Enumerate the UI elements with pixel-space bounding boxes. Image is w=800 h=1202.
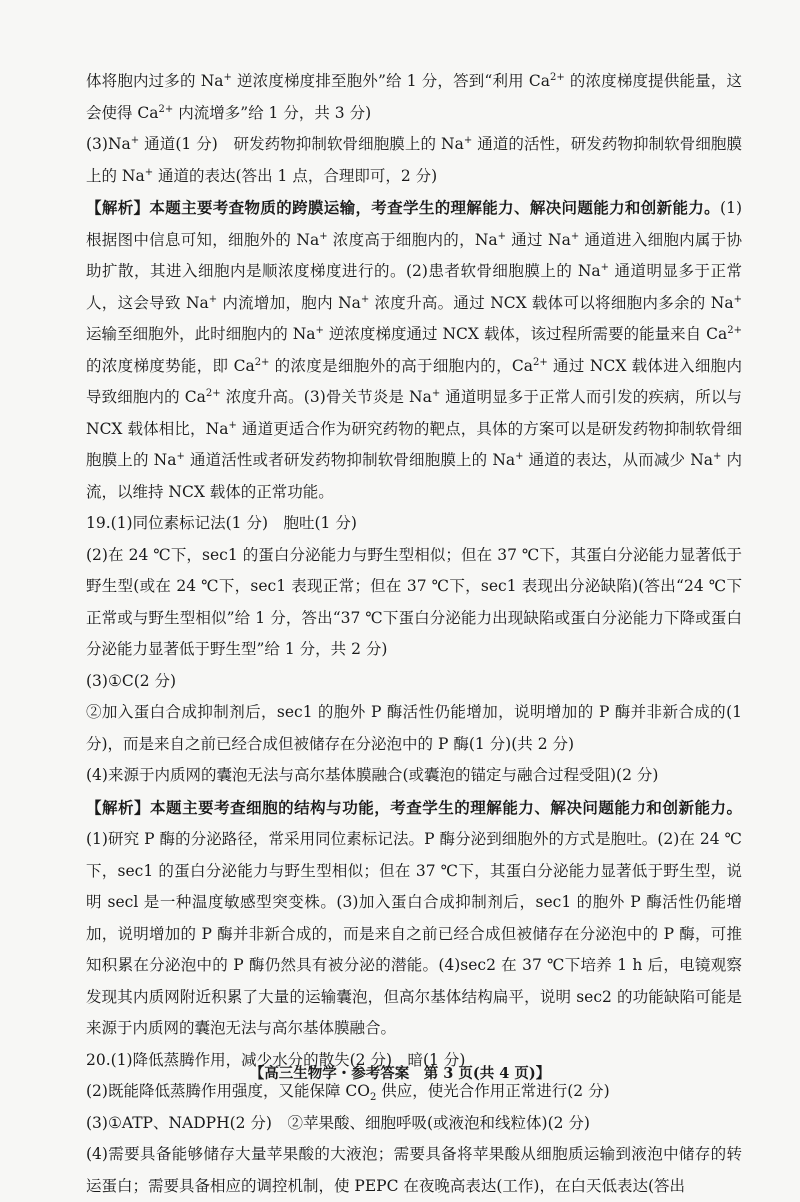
answer-text — [86, 66, 742, 1202]
answer-paragraph: (2)既能降低蒸腾作用强度，又能保障 $CO_2$ 供应，使光合作用正常进行(2 分) — [86, 1082, 610, 1104]
answer-paragraph: (4)需要具备能够储存大量苹果酸的大液泡；需要具备将苹果酸从细胞质运输到液泡中储存的转运蛋白；需要具备相应的调控机制，使 PEPC 在夜晚高表达(工作)，在白天低表达(答出 — [86, 1145, 742, 1195]
answer-paragraph: ②加入蛋白合成抑制剂后，sec1 的胞外 P 酶活性仍能增加，说明增加的 P 酶并非新合成的(1 分)，而是来自之前已经合成但被储存在分泌泡中的 P 酶(1 分)(共 2 分) — [86, 703, 742, 753]
answer-paragraph: 19.(1)同位素标记法(1 分) 胞吐(1 分) — [86, 514, 357, 532]
answer-paragraph: (3)Na+ 通道(1 分) 研发药物抑制软骨细胞膜上的 Na+ 通道的活性，研发药物抑制软骨细胞膜上的 Na+ 通道的表达(答出 1 点，合理即可，2 分) — [86, 134, 742, 185]
answer-paragraph: (3)①C(2 分) — [86, 671, 177, 690]
page-footer: 【高三生物学・参考答案 第 3 页(共 4 页)】 — [249, 1065, 551, 1082]
answer-paragraph: (3)①ATP、NADPH(2 分) ②苹果酸、细胞呼吸(或液泡和线粒体)(2 分) — [86, 1113, 590, 1132]
answer-paragraph: (2)在 24 ℃下，sec1 的蛋白分泌能力与野生型相似；但在 37 ℃下，其蛋白分泌能力显著低于野生型(或在 24 ℃下，sec1 表现正常；但在 37 ℃下，sec1 表现出分泌缺陷)(答出“24 ℃下正常或与野生型相似”给 1 分，答出“37 ℃下蛋白分泌能力出现缺陷或蛋白分泌能力下降或蛋白分泌能力显著低于野生型”给 1 分，共 2 分) — [86, 545, 742, 658]
answer-paragraph: 【解析】本题主要考查细胞的结构与功能，考查学生的理解能力、解决问题能力和创新能力。(1)研究 P 酶的分泌路径，常采用同位素标记法。P 酶分泌到细胞外的方式是胞吐。(2)在 24 ℃下，sec1 的蛋白分泌能力与野生型相似；但在 37 ℃下，其蛋白分泌能力显著低于野生型，说明 secl 是一种温度敏感型突变株。(3)加入蛋白合成抑制剂后，sec1 的胞外 P 酶活性仍能增加，说明增加的 P 酶并非新合成的，而是来自之前已经合成但被储存在分泌泡中的 P 酶，可推知积累在分泌泡中的 P 酶仍然具有被分泌的潜能。(4)sec2 在 37 ℃下培养 1 h 后，电镜观察发现其内质网附近积累了大量的运输囊泡，但高尔基体结构扁平，说明 sec2 的功能缺陷可能是来源于内质网的囊泡无法与高尔基体膜融合。 — [86, 797, 742, 1037]
answer-paragraph: 【解析】本题主要考查物质的跨膜运输，考查学生的理解能力、解决问题能力和创新能力。(1)根据图中信息可知，细胞外的 Na+ 浓度高于细胞内的，Na+ 通过 Na+ 通道进入细胞内属于协助扩散，其进入细胞内是顺浓度梯度进行的。(2)患者软骨细胞膜上的 Na+ 通道明显多于正常人，这会导致 Na+ 内流增加，胞内 Na+ 浓度升高。通过 NCX 载体可以将细胞内多余的 Na+ 运输至细胞外，此时细胞内的 Na+ 逆浓度梯度通过 NCX 载体，该过程所需要的能量来自 $Ca^{2+}$ 的浓度梯度势能，即 $Ca^{2+}$ 的浓度是细胞外的高于细胞内的，$Ca^{2+}$ 通过 NCX 载体进入细胞内导致细胞内的 $Ca^{2+}$ 浓度升高。(3)骨关节炎是 Na+ 通道明显多于正常人而引发的疾病，所以与 NCX 载体相比，Na+ 通道更适合作为研究药物的靶点，具体的方案可以是研发药物抑制软骨细胞膜上的 Na+ 通道活性或者研发药物抑制软骨细胞膜上的 Na+ 通道的表达，从而减少 Na+ 内流，以维持 NCX 载体的正常功能。 — [86, 198, 742, 501]
answer-paragraph: (4)来源于内质网的囊泡无法与高尔基体膜融合(或囊泡的锚定与融合过程受阻)(2 分) — [86, 766, 659, 784]
answer-paragraph: 20.(1)降低蒸腾作用，减少水分的散失(2 分) 暗(1 分) — [86, 1050, 466, 1069]
answer-paragraph: 体将胞内过多的 Na+ 逆浓度梯度排至胞外”给 1 分，答到“利用 $Ca^{2+}$ 的浓度梯度提供能量，这会使得 $Ca^{2+}$ 内流增多”给 1 分，共 3 分) — [86, 71, 742, 122]
